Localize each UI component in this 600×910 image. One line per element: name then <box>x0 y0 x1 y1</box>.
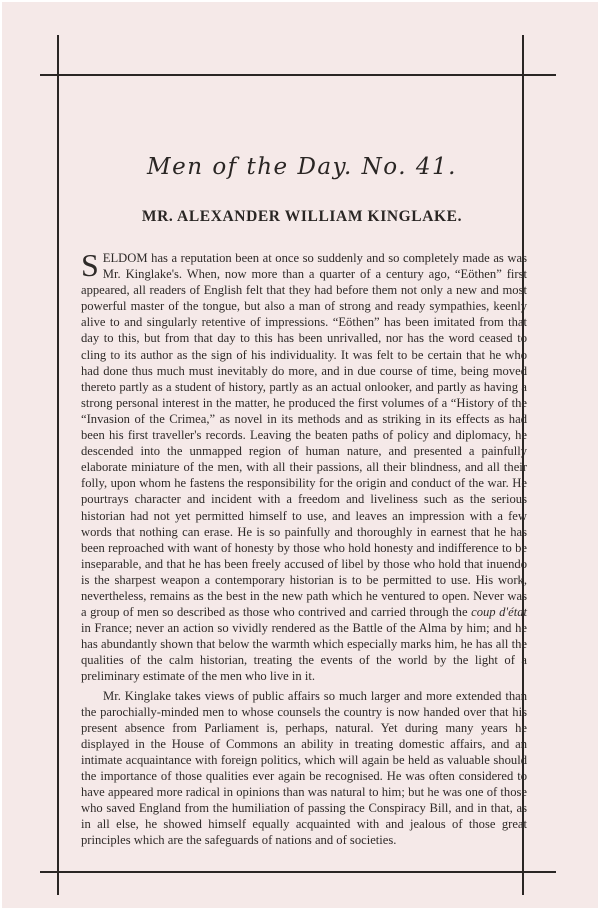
paragraph-1-end: in France; never an action so vividly rendered as the Battle of the Alma by him; and he has abundantly shown that below the warmth which especially marks him, he has all the qualities of the calm historian, treating the events of the world by the light of a preliminary estimate of the men who live in it. <box>81 621 527 684</box>
paragraph-1-text: ELDOM has a reputation been at once so suddenly and so completely made as was Mr. Kinglake's. When, now more than a quarter of a century ago, “Eöthen” first appeared, all readers of English felt that they had before them not only a new and most powerful master of the tongue, but also a man of strong and ready sympathies, keenly alive to and singularly retentive of impressions. “Eöthen” has been imitated from that day to this, but from that day to this has been unrivalled, nor has the word ceased to cling to its author as the sign of his individuality. It was felt to be certain that he who had done thus much must inevitably do more, and in due course of time, being moved thereto partly as a student of history, partly as an actual onlooker, and partly as having a strong personal interest in the matter, he produced the first volumes of a “History of the “Invasion of the Crimea,” as novel in its methods and as striking in its effects as had been his first traveller's records. Leaving the beaten paths of policy and diplomacy, he descended into the unmapped region of human nature, and presented a painfully elaborate miniature of the men, with all their passions, all their blindness, and all their folly, upon whom he fastens the responsibility for the origin and conduct of the war. He pourtrays character and incident with a freedom and liveliness such as the serious historian had not yet permitted himself to use, and leaves an impression with a few words that nothing can erase. He is so painfully and thoroughly in earnest that he has been reproached with want of honesty by those who hold honesty and indifference to be inseparable, and that he has been freely accused of libel by those who hold that inuendo is the sharpest weapon a contemporary historian is to be permitted to use. His work, nevertheless, remains as the best in the new path which he ventured to open. Never was a group of men so described as those who contrived and carried through the <box>81 251 527 620</box>
article-body <box>81 247 527 848</box>
paragraph-1 <box>81 247 527 685</box>
page-title: Men of the Day. No. 41. <box>147 154 457 180</box>
italic-phrase: coup d'état <box>471 605 527 620</box>
drop-cap: S <box>81 247 99 283</box>
border-rule-bottom <box>40 871 556 873</box>
border-rule-top <box>40 74 556 76</box>
article-subtitle: MR. ALEXANDER WILLIAM KINGLAKE. <box>141 208 463 225</box>
printed-page <box>2 2 598 908</box>
paragraph-2: Mr. Kinglake takes views of public affairs so much larger and more extended than the parochially-minded men to whose counsels the country is now handed over that his present absence from Parliament is, perhaps, natural. Yet during many years he displayed in the House of Commons an ability in treating domestic affairs, and an intimate acquaintance with foreign politics, which will again be held as valuable should the importance of those qualities ever again be recognised. He was often considered to have appeared more radical in opinions than was natural to him; but he was one of those who saved England from the humiliation of passing the Conspiracy Bill, and in that, as in all else, he showed himself equally acquainted with and jealous of those great principles which are the safeguards of nations and of societies. <box>81 688 527 848</box>
